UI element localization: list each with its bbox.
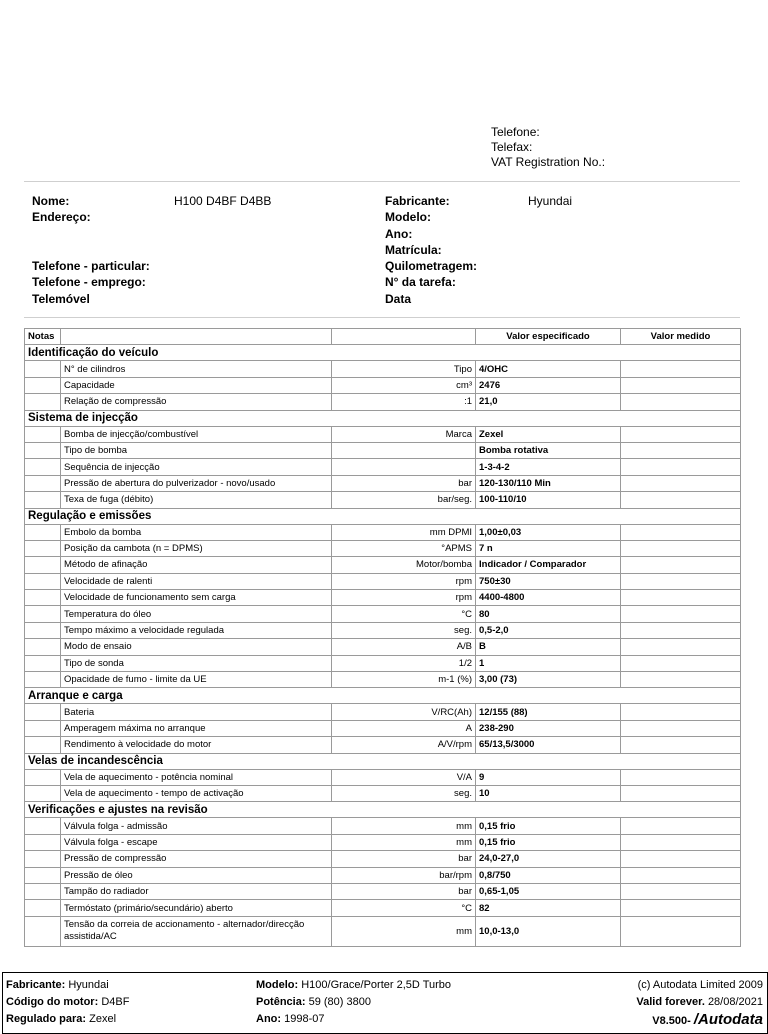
footer bbox=[2, 972, 768, 1034]
header-medido: Valor medido bbox=[621, 329, 741, 345]
data-label: Data bbox=[385, 291, 412, 306]
nome-label: Nome: bbox=[32, 194, 70, 208]
param-unit: V/RC(Ah) bbox=[332, 704, 476, 720]
footer-ano-value: 1998-07 bbox=[284, 1013, 325, 1025]
param-value: 100-110/10 bbox=[476, 492, 621, 508]
notes-cell bbox=[25, 900, 61, 916]
param-value: 7 n bbox=[476, 540, 621, 556]
notes-cell bbox=[25, 540, 61, 556]
param-label: Válvula folga - admissão bbox=[61, 818, 332, 834]
param-unit: °APMS bbox=[332, 540, 476, 556]
param-label: Velocidade de funcionamento sem carga bbox=[61, 590, 332, 606]
footer-modelo-value: H100/Grace/Porter 2,5D Turbo bbox=[301, 979, 452, 991]
measured-value-cell bbox=[621, 361, 741, 377]
footer-ano-label: Ano: bbox=[256, 1013, 282, 1025]
table-row bbox=[25, 540, 741, 556]
footer-codigo-label: Código do motor: bbox=[6, 996, 99, 1008]
section-row bbox=[25, 345, 741, 361]
notes-cell bbox=[25, 606, 61, 622]
section-row bbox=[25, 753, 741, 769]
param-unit: :1 bbox=[332, 394, 476, 410]
param-label: Tipo de sonda bbox=[61, 655, 332, 671]
param-value: 750±30 bbox=[476, 573, 621, 589]
param-value: 10 bbox=[476, 785, 621, 801]
footer-codigo-value: D4BF bbox=[101, 996, 130, 1008]
footer-regulado bbox=[6, 1013, 116, 1025]
param-unit: bar bbox=[332, 883, 476, 899]
param-value: Bomba rotativa bbox=[476, 442, 621, 458]
table-row bbox=[25, 737, 741, 753]
table-row bbox=[25, 655, 741, 671]
notes-cell bbox=[25, 883, 61, 899]
footer-modelo bbox=[256, 979, 451, 991]
param-value: Zexel bbox=[476, 426, 621, 442]
param-label: Velocidade de ralenti bbox=[61, 573, 332, 589]
measured-value-cell bbox=[621, 704, 741, 720]
notes-cell bbox=[25, 557, 61, 573]
footer-regulado-label: Regulado para: bbox=[6, 1013, 87, 1025]
param-unit: A/B bbox=[332, 639, 476, 655]
table-row bbox=[25, 916, 741, 946]
section-title: Verificações e ajustes na revisão bbox=[25, 802, 741, 818]
param-unit: °C bbox=[332, 900, 476, 916]
table-row bbox=[25, 785, 741, 801]
customer-right bbox=[385, 193, 477, 307]
ano-label: Ano: bbox=[385, 226, 413, 241]
param-value: 80 bbox=[476, 606, 621, 622]
header-notas: Notas bbox=[25, 329, 61, 345]
param-label: Pressão de abertura do pulverizador - novo/usado bbox=[61, 475, 332, 491]
section-row bbox=[25, 410, 741, 426]
nome-value: H100 D4BF D4BB bbox=[174, 194, 272, 208]
notes-cell bbox=[25, 639, 61, 655]
footer-valid bbox=[636, 996, 763, 1008]
measured-value-cell bbox=[621, 655, 741, 671]
section-row bbox=[25, 508, 741, 524]
measured-value-cell bbox=[621, 573, 741, 589]
param-unit: A bbox=[332, 720, 476, 736]
notes-cell bbox=[25, 737, 61, 753]
param-unit: rpm bbox=[332, 573, 476, 589]
param-value: 0,15 frio bbox=[476, 834, 621, 850]
param-label: Tipo de bomba bbox=[61, 442, 332, 458]
measured-value-cell bbox=[621, 606, 741, 622]
section-title: Sistema de injecção bbox=[25, 410, 741, 426]
table-row bbox=[25, 834, 741, 850]
notes-cell bbox=[25, 867, 61, 883]
measured-value-cell bbox=[621, 672, 741, 688]
footer-fabricante-label: Fabricante: bbox=[6, 979, 66, 991]
divider-middle bbox=[24, 317, 740, 318]
notes-cell bbox=[25, 704, 61, 720]
param-label: Texa de fuga (débito) bbox=[61, 492, 332, 508]
divider-top bbox=[24, 181, 740, 182]
section-title: Regulação e emissões bbox=[25, 508, 741, 524]
param-label: N° de cilindros bbox=[61, 361, 332, 377]
param-label: Método de afinação bbox=[61, 557, 332, 573]
header-blank bbox=[61, 329, 332, 345]
table-row bbox=[25, 442, 741, 458]
table-row bbox=[25, 394, 741, 410]
customer-left bbox=[32, 193, 150, 307]
param-unit: seg. bbox=[332, 622, 476, 638]
section-row bbox=[25, 802, 741, 818]
param-value: 1,00±0,03 bbox=[476, 524, 621, 540]
notes-cell bbox=[25, 524, 61, 540]
table-row bbox=[25, 851, 741, 867]
measured-value-cell bbox=[621, 442, 741, 458]
section-title: Arranque e carga bbox=[25, 688, 741, 704]
notes-cell bbox=[25, 361, 61, 377]
measured-value-cell bbox=[621, 883, 741, 899]
param-label: Termóstato (primário/secundário) aberto bbox=[61, 900, 332, 916]
measured-value-cell bbox=[621, 900, 741, 916]
param-value: 0,15 frio bbox=[476, 818, 621, 834]
param-label: Amperagem máxima no arranque bbox=[61, 720, 332, 736]
measured-value-cell bbox=[621, 459, 741, 475]
param-label: Pressão de óleo bbox=[61, 867, 332, 883]
param-unit: Marca bbox=[332, 426, 476, 442]
header-unit-blank bbox=[332, 329, 476, 345]
table-row bbox=[25, 377, 741, 393]
param-value: 0,8/750 bbox=[476, 867, 621, 883]
param-label: Vela de aquecimento - potência nominal bbox=[61, 769, 332, 785]
notes-cell bbox=[25, 442, 61, 458]
param-label: Válvula folga - escape bbox=[61, 834, 332, 850]
modelo-label: Modelo: bbox=[385, 210, 431, 225]
notes-cell bbox=[25, 394, 61, 410]
measured-value-cell bbox=[621, 492, 741, 508]
tel-emprego-label: Telefone - emprego: bbox=[32, 275, 146, 290]
table-row bbox=[25, 622, 741, 638]
section-title: Velas de incandescência bbox=[25, 753, 741, 769]
measured-value-cell bbox=[621, 377, 741, 393]
footer-potencia-label: Potência: bbox=[256, 996, 306, 1008]
notes-cell bbox=[25, 785, 61, 801]
param-label: Pressão de compressão bbox=[61, 851, 332, 867]
measured-value-cell bbox=[621, 639, 741, 655]
param-unit: bar/rpm bbox=[332, 867, 476, 883]
table-row bbox=[25, 557, 741, 573]
quilometragem-label: Quilometragem: bbox=[385, 259, 478, 274]
footer-valid-date: 28/08/2021 bbox=[707, 996, 763, 1008]
param-label: Bateria bbox=[61, 704, 332, 720]
notes-cell bbox=[25, 459, 61, 475]
param-value: 24,0-27,0 bbox=[476, 851, 621, 867]
measured-value-cell bbox=[621, 834, 741, 850]
param-value: 4400-4800 bbox=[476, 590, 621, 606]
table-row bbox=[25, 459, 741, 475]
footer-ano bbox=[256, 1013, 324, 1025]
notes-cell bbox=[25, 818, 61, 834]
param-value: Indicador / Comparador bbox=[476, 557, 621, 573]
notes-cell bbox=[25, 573, 61, 589]
param-value: 238-290 bbox=[476, 720, 621, 736]
param-unit: mm bbox=[332, 916, 476, 946]
measured-value-cell bbox=[621, 737, 741, 753]
table-row bbox=[25, 590, 741, 606]
footer-regulado-value: Zexel bbox=[89, 1013, 117, 1025]
param-label: Vela de aquecimento - tempo de activação bbox=[61, 785, 332, 801]
fabricante-value: Hyundai bbox=[528, 194, 573, 208]
table-row bbox=[25, 883, 741, 899]
param-unit: Tipo bbox=[332, 361, 476, 377]
notes-cell bbox=[25, 834, 61, 850]
table-row bbox=[25, 818, 741, 834]
notes-cell bbox=[25, 426, 61, 442]
spec-table bbox=[24, 328, 741, 947]
tel-particular-label: Telefone - particular: bbox=[32, 259, 150, 274]
table-row bbox=[25, 426, 741, 442]
section-row bbox=[25, 688, 741, 704]
section-title: Identificação do veículo bbox=[25, 345, 741, 361]
table-row bbox=[25, 900, 741, 916]
param-label: Tempo máximo a velocidade regulada bbox=[61, 622, 332, 638]
spec-table-body bbox=[25, 345, 741, 946]
vat-label: VAT Registration No.: bbox=[491, 155, 606, 169]
param-unit: V/A bbox=[332, 769, 476, 785]
footer-codigo bbox=[6, 996, 129, 1008]
notes-cell bbox=[25, 672, 61, 688]
tarefa-label: N° da tarefa: bbox=[385, 275, 456, 290]
param-unit bbox=[332, 459, 476, 475]
measured-value-cell bbox=[621, 524, 741, 540]
param-value: 12/155 (88) bbox=[476, 704, 621, 720]
measured-value-cell bbox=[621, 426, 741, 442]
param-label: Posição da cambota (n = DPMS) bbox=[61, 540, 332, 556]
notes-cell bbox=[25, 377, 61, 393]
endereco-label: Endereço: bbox=[32, 210, 91, 225]
footer-fabricante-value: Hyundai bbox=[68, 979, 109, 991]
table-row bbox=[25, 720, 741, 736]
param-value: 4/OHC bbox=[476, 361, 621, 377]
table-row bbox=[25, 361, 741, 377]
param-unit: bar/seg. bbox=[332, 492, 476, 508]
footer-valid-label: Valid forever. bbox=[636, 996, 705, 1008]
param-value: 0,5-2,0 bbox=[476, 622, 621, 638]
notes-cell bbox=[25, 655, 61, 671]
table-header-row bbox=[25, 329, 741, 345]
table-row bbox=[25, 639, 741, 655]
measured-value-cell bbox=[621, 916, 741, 946]
param-unit: seg. bbox=[332, 785, 476, 801]
param-unit: bar bbox=[332, 475, 476, 491]
param-label: Bomba de injecção/combustível bbox=[61, 426, 332, 442]
param-value: 2476 bbox=[476, 377, 621, 393]
notes-cell bbox=[25, 622, 61, 638]
table-row bbox=[25, 672, 741, 688]
param-unit: mm bbox=[332, 834, 476, 850]
measured-value-cell bbox=[621, 557, 741, 573]
fax-label: Telefax: bbox=[491, 140, 533, 154]
table-row bbox=[25, 867, 741, 883]
autodata-logo: /Autodata bbox=[693, 1011, 763, 1028]
param-value: 1-3-4-2 bbox=[476, 459, 621, 475]
param-value: 21,0 bbox=[476, 394, 621, 410]
measured-value-cell bbox=[621, 720, 741, 736]
notes-cell bbox=[25, 492, 61, 508]
notes-cell bbox=[25, 590, 61, 606]
param-value: 10,0-13,0 bbox=[476, 916, 621, 946]
header-especificado: Valor especificado bbox=[476, 329, 621, 345]
param-label: Tampão do radiador bbox=[61, 883, 332, 899]
param-label: Capacidade bbox=[61, 377, 332, 393]
param-unit: mm bbox=[332, 818, 476, 834]
footer-potencia bbox=[256, 996, 371, 1008]
matricula-label: Matrícula: bbox=[385, 242, 442, 257]
param-unit: 1/2 bbox=[332, 655, 476, 671]
table-row bbox=[25, 492, 741, 508]
table-row bbox=[25, 606, 741, 622]
param-value: 0,65-1,05 bbox=[476, 883, 621, 899]
fabricante-label: Fabricante: bbox=[385, 194, 450, 208]
param-value: 120-130/110 Min bbox=[476, 475, 621, 491]
param-unit: mm DPMI bbox=[332, 524, 476, 540]
param-unit: Motor/bomba bbox=[332, 557, 476, 573]
param-label: Embolo da bomba bbox=[61, 524, 332, 540]
measured-value-cell bbox=[621, 540, 741, 556]
param-value: B bbox=[476, 639, 621, 655]
measured-value-cell bbox=[621, 769, 741, 785]
param-label: Rendimento à velocidade do motor bbox=[61, 737, 332, 753]
param-label: Relação de compressão bbox=[61, 394, 332, 410]
footer-potencia-value: 59 (80) 3800 bbox=[308, 996, 371, 1008]
param-unit: cm³ bbox=[332, 377, 476, 393]
measured-value-cell bbox=[621, 818, 741, 834]
notes-cell bbox=[25, 769, 61, 785]
param-unit: bar bbox=[332, 851, 476, 867]
param-value: 3,00 (73) bbox=[476, 672, 621, 688]
table-row bbox=[25, 524, 741, 540]
measured-value-cell bbox=[621, 475, 741, 491]
param-unit: °C bbox=[332, 606, 476, 622]
measured-value-cell bbox=[621, 394, 741, 410]
param-value: 9 bbox=[476, 769, 621, 785]
notes-cell bbox=[25, 851, 61, 867]
notes-cell bbox=[25, 720, 61, 736]
phone-label: Telefone: bbox=[491, 125, 540, 139]
param-value: 1 bbox=[476, 655, 621, 671]
param-label: Sequência de injecção bbox=[61, 459, 332, 475]
table-row bbox=[25, 475, 741, 491]
param-unit: rpm bbox=[332, 590, 476, 606]
measured-value-cell bbox=[621, 590, 741, 606]
table-row bbox=[25, 769, 741, 785]
param-label: Modo de ensaio bbox=[61, 639, 332, 655]
param-unit bbox=[332, 442, 476, 458]
telemovel-label: Telemóvel bbox=[32, 291, 90, 306]
contact-block bbox=[491, 125, 605, 170]
footer-modelo-label: Modelo: bbox=[256, 979, 299, 991]
footer-version: V8.500- bbox=[652, 1015, 691, 1027]
param-unit: A/V/rpm bbox=[332, 737, 476, 753]
footer-version-logo bbox=[652, 1011, 763, 1028]
table-row bbox=[25, 573, 741, 589]
measured-value-cell bbox=[621, 867, 741, 883]
param-label: Temperatura do óleo bbox=[61, 606, 332, 622]
measured-value-cell bbox=[621, 622, 741, 638]
footer-fabricante bbox=[6, 979, 109, 991]
footer-copyright: (c) Autodata Limited 2009 bbox=[637, 979, 763, 991]
param-value: 82 bbox=[476, 900, 621, 916]
table-row bbox=[25, 704, 741, 720]
measured-value-cell bbox=[621, 785, 741, 801]
param-label: Tensão da correia de accionamento - alternador/direcção assistida/AC bbox=[61, 916, 332, 946]
param-unit: m-1 (%) bbox=[332, 672, 476, 688]
notes-cell bbox=[25, 916, 61, 946]
param-value: 65/13,5/3000 bbox=[476, 737, 621, 753]
notes-cell bbox=[25, 475, 61, 491]
param-label: Opacidade de fumo - limite da UE bbox=[61, 672, 332, 688]
measured-value-cell bbox=[621, 851, 741, 867]
